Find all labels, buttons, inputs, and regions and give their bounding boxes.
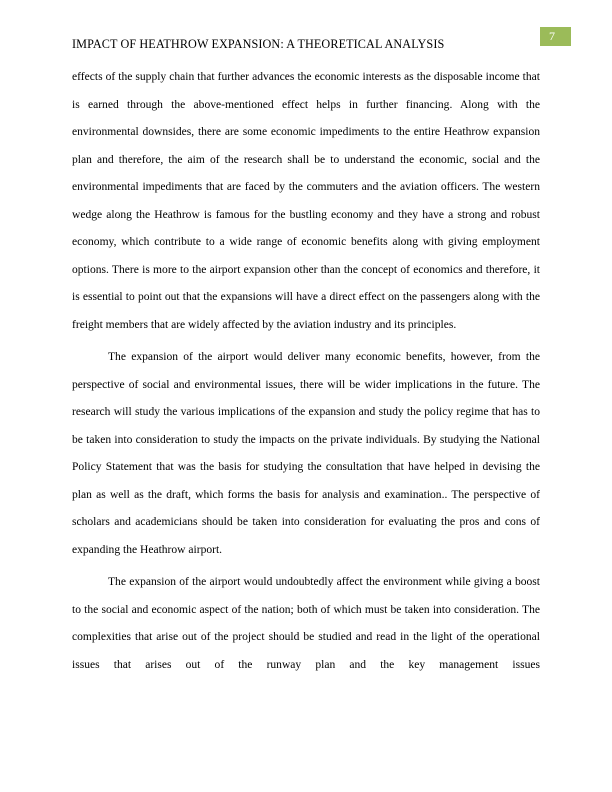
paragraph-1: effects of the supply chain that further advances the economic interests as the disposable income that is earned through the above-mentioned effect helps in further financing. Along with the environmental downsides, there are some economic impediments to the entire Heathrow expansion plan and therefore, the aim of the research shall be to understand the economic, social and the environmental impediments that are faced by the commuters and the aviation officers. The western wedge along the Heathrow is famous for the bustling economy and they have a strong and robust economy, which contribute to a wide range of economic benefits along with giving employment options. There is more to the airport expansion other than the concept of economics and therefore, it is essential to point out that the expansions will have a direct effect on the passengers along with the freight members that are widely affected by the aviation industry and its principles. xyxy=(72,71,540,331)
running-head: IMPACT OF HEATHROW EXPANSION: A THEORETICAL ANALYSIS xyxy=(72,37,445,51)
body-text xyxy=(72,64,540,684)
paragraph-3: The expansion of the airport would undoubtedly affect the environment while giving a boost to the social and economic aspect of the nation; both of which must be taken into consideration. The complexities that arise out of the project should be studied and read in the light of the operational issues that arises out of the runway plan and the key management issues xyxy=(72,576,540,671)
page-number-badge: 7 xyxy=(540,27,571,46)
paragraph-2: The expansion of the airport would deliver many economic benefits, however, from the perspective of social and environmental issues, there will be wider implications in the future. The research will study the various implications of the expansion and study the policy regime that has to be taken into consideration to study the impacts on the private individuals. By studying the National Policy Statement that was the basis for studying the consultation that have helped in devising the plan as well as the draft, which forms the basis for analysis and examination.. The perspective of scholars and academicians should be taken into consideration for evaluating the pros and cons of expanding the Heathrow airport. xyxy=(72,351,540,556)
